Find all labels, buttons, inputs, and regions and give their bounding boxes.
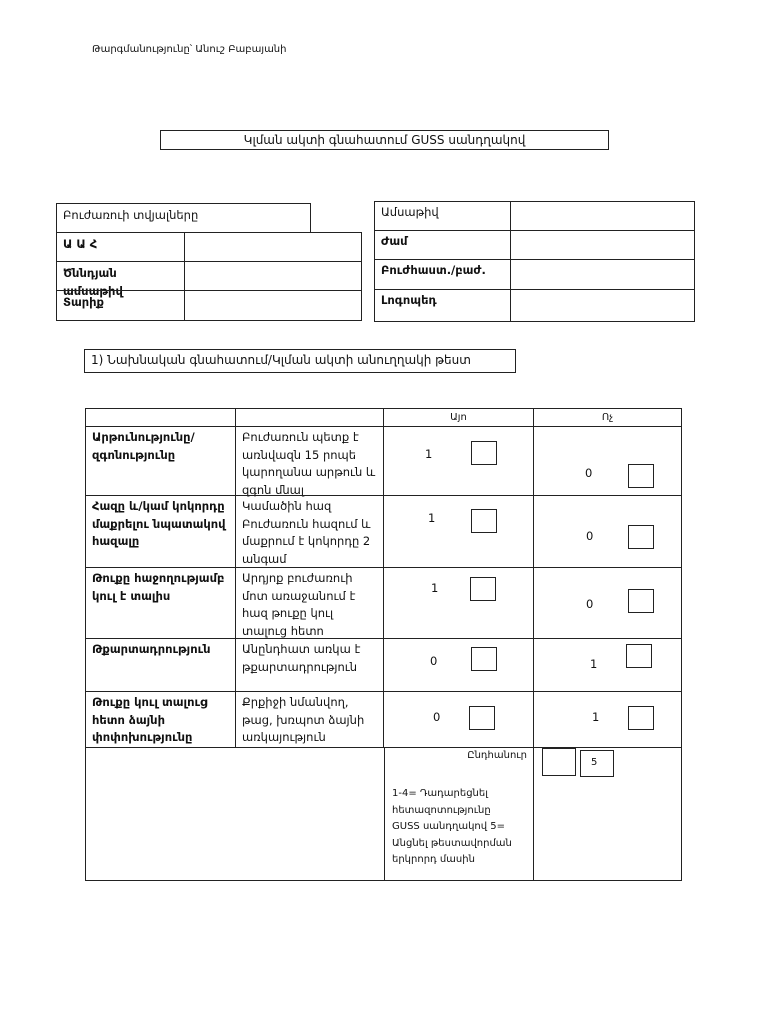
row-1-no-checkbox[interactable] <box>628 464 654 488</box>
table-row-5-yes-cell <box>383 691 534 748</box>
table-row-1-yes-cell <box>383 426 534 496</box>
table-header-yes: Այո <box>383 408 534 427</box>
table-row-2-desc: Կամածին հազ Բուժառուն հազում և մաքրում է կոկորդը 2 անգամ <box>235 495 384 568</box>
row-5-no-score: 1 <box>592 710 600 724</box>
table-row-2-name: Հազը և/կամ կոկորդը մաքրելու նպատակով հազալը <box>85 495 236 568</box>
table-total-label-cell <box>384 747 534 881</box>
visit-date-field[interactable] <box>510 201 695 231</box>
row-5-yes-score: 0 <box>433 710 441 724</box>
row-4-no-checkbox[interactable] <box>626 644 652 668</box>
row-3-no-checkbox[interactable] <box>628 589 654 613</box>
translation-note: Թարգմանությունը՝ Անուշ Բաբայանի <box>92 44 287 55</box>
form-title: Կլման ակտի գնահատում GUSS սանդղակով <box>160 130 609 150</box>
patient-heading: Բուժառուի տվյալները <box>56 203 311 233</box>
row-4-no-score: 1 <box>590 657 598 671</box>
visit-label-time: Ժամ <box>374 230 511 260</box>
row-1-yes-score: 1 <box>425 447 433 461</box>
patient-name-field[interactable] <box>184 232 362 262</box>
row-2-yes-checkbox[interactable] <box>471 509 497 533</box>
row-2-yes-score: 1 <box>428 511 436 525</box>
visit-time-field[interactable] <box>510 230 695 260</box>
table-header-desc <box>235 408 384 427</box>
total-score-value[interactable]: 5 <box>580 750 614 777</box>
table-row-4-desc: Անընդհատ առկա է թքարտադրություն <box>235 638 384 692</box>
patient-label-birthdate: Ծննդյան ամսաթիվ <box>56 261 185 291</box>
total-notes: 1-4= Դադարեցնել հետազոտությունը GUSS սանդղակով 5= Անցնել թեստավորման երկրորդ մասին <box>392 788 512 865</box>
table-row-3-no-cell <box>533 567 682 639</box>
table-row-5-no-cell <box>533 691 682 748</box>
row-3-yes-checkbox[interactable] <box>470 577 496 601</box>
visit-therapist-field[interactable] <box>510 289 695 322</box>
row-4-yes-checkbox[interactable] <box>471 647 497 671</box>
table-row-4-name: Թքարտադրություն <box>85 638 236 692</box>
visit-label-department: Բուժհաստ./բաժ. <box>374 259 511 290</box>
row-5-yes-checkbox[interactable] <box>469 706 495 730</box>
row-1-yes-checkbox[interactable] <box>471 441 497 465</box>
patient-label-name: Ա Ա Հ <box>56 232 185 262</box>
table-row-5-name: Թուքը կուլ տալուց հետո ձայնի փոփոխությունը <box>85 691 236 748</box>
visit-department-field[interactable] <box>510 259 695 290</box>
table-row-1-no-cell <box>533 426 682 496</box>
row-4-yes-score: 0 <box>430 654 438 668</box>
row-3-no-score: 0 <box>586 597 594 611</box>
table-header-no: Ոչ <box>533 408 682 427</box>
row-5-no-checkbox[interactable] <box>628 706 654 730</box>
table-row-5-desc: Քրքիջի նմանվող, թաց, խռպոտ ձայնի առկայություն <box>235 691 384 748</box>
table-row-2-no-cell <box>533 495 682 568</box>
section1-title: 1) Նախնական գնահատում/Կլման ակտի անուղղակի թեստ <box>84 349 516 373</box>
table-row-3-desc: Արդյոք բուժառուի մոտ առաջանում է հազ թուքը կուլ տալուց հետո <box>235 567 384 639</box>
table-row-1-name: Արթունությունը/ զգոնությունը <box>85 426 236 496</box>
patient-age-field[interactable] <box>184 290 362 321</box>
total-score-box[interactable] <box>542 748 576 776</box>
table-row-1-desc: Բուժառուն պետք է առնվազն 15 րոպե կարողանա արթուն և զգոն մնալ <box>235 426 384 496</box>
table-total-empty-cell <box>85 747 385 881</box>
table-row-3-name: Թուքը հաջողությամբ կուլ է տալիս <box>85 567 236 639</box>
total-label: Ընդհանուր <box>467 750 527 761</box>
table-row-3-yes-cell <box>383 567 534 639</box>
row-3-yes-score: 1 <box>431 581 439 595</box>
table-row-4-no-cell <box>533 638 682 692</box>
patient-birthdate-field[interactable] <box>184 261 362 291</box>
visit-label-therapist: Լոգոպեդ <box>374 289 511 322</box>
visit-label-date: Ամսաթիվ <box>374 201 511 231</box>
row-2-no-score: 0 <box>586 529 594 543</box>
patient-label-age: Տարիք <box>56 290 185 321</box>
table-row-2-yes-cell <box>383 495 534 568</box>
row-2-no-checkbox[interactable] <box>628 525 654 549</box>
table-header-name <box>85 408 236 427</box>
row-1-no-score: 0 <box>585 466 593 480</box>
table-row-4-yes-cell <box>383 638 534 692</box>
